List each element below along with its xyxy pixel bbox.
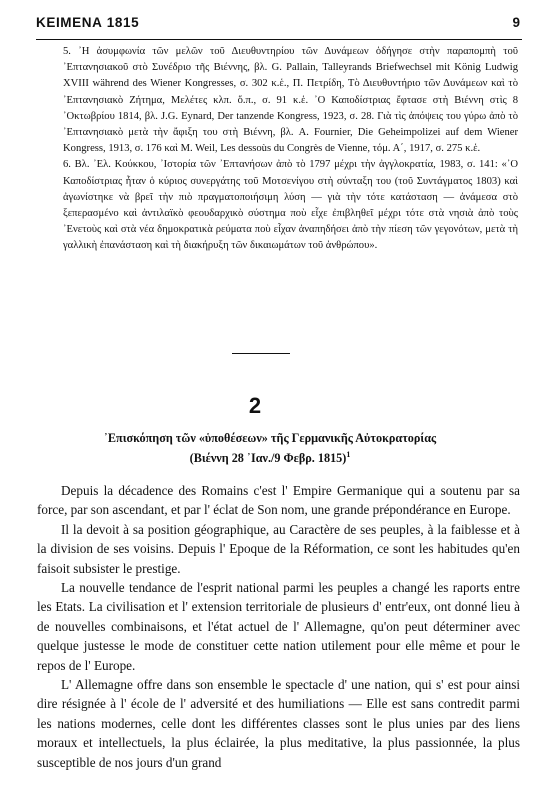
paragraph: La nouvelle tendance de l'esprit national parmi les peuples a changé les raports entre les Etats. La civilisation et l' extension territoriale de plusieurs d' entr'eux, ont donné lieu à de nouvelles combinaisons, et l'état actuel de l' Allemagne, qu'on peut déterminer avec quelque justesse le mode de constituer cette nation utilement pour elle même et pour le repos de l' Europe.: [37, 580, 520, 673]
footnote-5: 5. ᾿Η ἀσυμφωνία τῶν μελῶν τοῦ Διευθυντηρίου τῶν Δυνάμεων ὁδήγησε στὴν παραπομπὴ τοῦ ᾿Επτανησιακοῦ στὸ Συνέδριο τῆς Βιέννης, βλ. G. Pallain, Talleyrands Briefwechsel mit König Ludwig XVIII während des Wiener Kongresses, σ. 302 κ.ἑ., Π. Πετρίδη, Τὸ Διευθυντήριο τῶν Δυνάμεων καὶ τὸ ᾿Επτανησιακὸ Ζήτημα, Μελέτες κλπ. ὅ.π., σ. 91 κ.ἑ. ᾿Ο Καποδίστριας ἔφτασε στὴ Βιέννη στὶς 8 ᾿Οκτωβρίου 1814, βλ. J.G. Eynard, Der tanzende Kongress, 1923, σ. 28. Γιὰ τὶς ἀπόψεις του γύρω ἀπὸ τὸ ᾿Επτανησιακὸ μετὰ τὴν ἄφιξη του στὴ Βιέννη, βλ. A. Fournier, Die Geheimpolizei auf dem Wiener Kongress, 1913, σ. 176 καὶ M. Weil, Les dessoùs du Congrès de Vienne, τόμ. Α΄, 1917, σ. 275 κ.ἑ.: [63, 46, 518, 155]
paragraph: Il la devoit à sa position géographique, au Caractère de ses peuples, à la faiblesse et à la division de ses voisins. Depuis l' Epoque de la Réformation, ce sont les habitudes qu'en faisoit subsister le prestige.: [37, 521, 520, 576]
paragraph: Depuis la décadence des Romains c'est l' Empire Germanique qui a soutenu par sa force, par son ascendant, et par l' éclat de Son nom, une grande prépondérance en Europe.: [37, 483, 520, 518]
footnote-6: 6. Βλ. ᾿Ελ. Κούκκου, ᾿Ιστορία τῶν ᾿Επτανήσων ἀπὸ τὸ 1797 μέχρι τὴν ἀγγλοκρατία, 1983, σ. 141: «᾿Ο Καποδίστριας ἦταν ὁ κύριος συνεργάτης τοῦ Μοτσενίγου στὴ σύνταξη του (τοῦ Συντάγματος 1803) καὶ ἀγωνίστηκε νὰ βρεῖ τὴν πιὸ πραγματοποιήσιμη λύση — γιὰ τὴν τότε κατάσταση — ἀνάμεσα στὸ ξεπερασμένο καὶ ἀντιλαϊκὸ φεουδαρχικὸ σύστημα ποὺ εἶχε ἐπιβληθεῖ μέχρι τότε στὰ νησιὰ ἀπὸ τοὺς ᾿Ενετοὺς καὶ στὰ νέα δημοκρατικὰ ρεύματα ποὺ εἶχαν ἀναπηδήσει ἀπὸ τὴν πίεση τῶν γεγονότων, μετὰ τὴ γαλλικὴ ἐπανάσταση καὶ τὴ διακήρυξη τῶν δικαιωμάτων τοῦ ἀνθρώπου».: [63, 159, 518, 252]
document-number: 2: [248, 393, 262, 418]
document-date-line: [30, 451, 510, 466]
section-divider: [232, 353, 290, 354]
title-footnote-marker: 1: [346, 449, 351, 459]
running-header: [36, 13, 522, 40]
document-body: [37, 481, 520, 772]
page-number: 9: [512, 15, 520, 30]
footnotes: [63, 44, 518, 255]
document-date: (Βιέννη 28 ᾿Ιαν./9 Φεβρ. 1815): [189, 451, 347, 465]
document-title: ᾿Επισκόπηση τῶν «ὑποθέσεων» τῆς Γερμανικῆς Αὐτοκρατορίας: [103, 431, 437, 445]
paragraph: L' Allemagne offre dans son ensemble le spectacle d' une nation, qui s' est pour ainsi dire résignée à l' école de l' adversité et des humiliations — Elle est sans contredit parmi les nations modernes, celle dont les différentes classes sont le plus unies par des liens moraux et intellectuels, la plus éclairée, la plus meditative, la plus passionnée, la plus susceptible de nos jours d'un grand: [37, 677, 520, 770]
running-title: ΚΕΙΜΕΝΑ 1815: [36, 15, 140, 30]
